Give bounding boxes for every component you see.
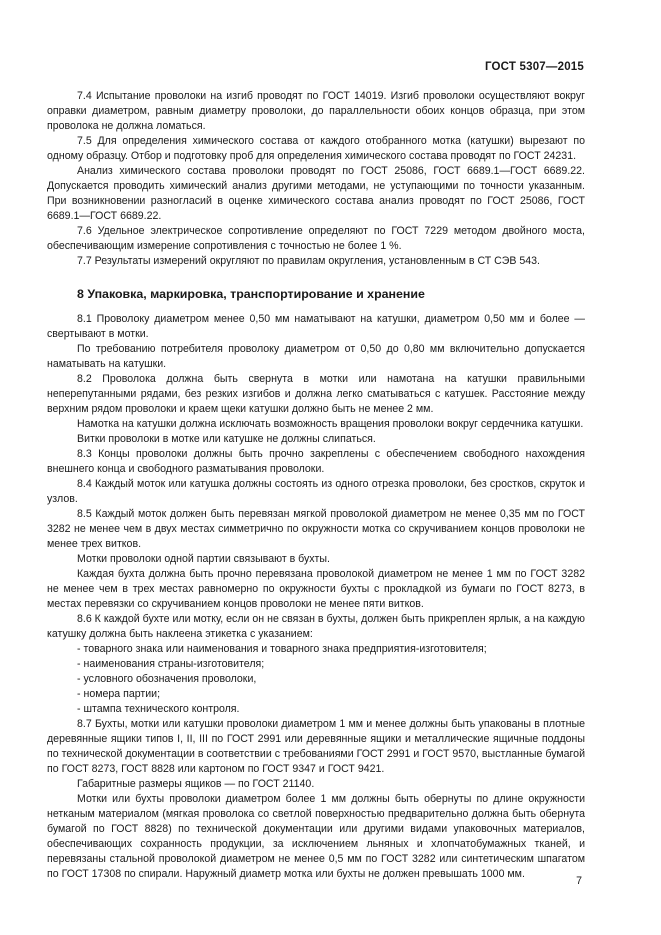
paragraph-8-7-c: Мотки или бухты проволоки диаметром более 1 мм должны быть обернуты по длине окружности нетканым материалом (мягкая проволока со светлой поверхностью предварительно должна быть обернута бумагой по ГОСТ 8828) по технической документации или другими видами упаковочных материалов, обеспечивающих сохранность продукции, за исключением льняных и хлопчатобумажных тканей, и перевязаны стальной проволокой диаметром не менее 0,5 мм по ГОСТ 3282 или синтетическим шпагатом по ГОСТ 17308 по спирали. Наружный диаметр мотка или бухты не должен превышать 1000 мм. xyxy=(47,793,585,880)
paragraph-7-7: 7.7 Результаты измерений округляют по правилам округления, установленным в СТ СЭВ 543. xyxy=(77,255,540,267)
paragraph-8-4: 8.4 Каждый моток или катушка должны состоять из одного отрезка проволоки, без сростков, скруток и узлов. xyxy=(47,478,585,505)
paragraph-8-2: 8.2 Проволока должна быть свернута в мотки или намотана на катушки правильными неперепутанными рядами, без резких изгибов и должна легко сматываться с катушек. Расстояние между верхним рядом проволоки и краем щеки катушки должно быть не менее 2 мм. xyxy=(47,373,585,415)
list-item: - номера партии; xyxy=(77,688,161,700)
paragraph-8-1-b: По требованию потребителя проволоку диаметром от 0,50 до 0,80 мм включительно допускается наматывать на катушки. xyxy=(47,343,585,370)
section-paragraphs xyxy=(47,312,585,642)
paragraph-8-7-b: Габаритные размеры ящиков — по ГОСТ 21140. xyxy=(77,778,315,790)
page-number: 7 xyxy=(576,875,582,887)
paragraph-8-6: 8.6 К каждой бухте или мотку, если он не связан в бухты, должен быть прикреплен ярлык, а на каждую катушку должна быть наклеена этикетка с указанием: xyxy=(47,613,585,640)
paragraph-8-5: 8.5 Каждый моток должен быть перевязан мягкой проволокой диаметром не менее 0,35 мм по ГОСТ 3282 не менее чем в двух местах симметрично по окружности мотка со скручиванием концов проволоки не менее трех витков. xyxy=(47,508,585,550)
paragraphs-before xyxy=(47,89,585,269)
list-item: - товарного знака или наименования и товарного знака предприятия-изготовителя; xyxy=(77,643,487,655)
paragraphs-after xyxy=(47,717,585,882)
label-contents-list xyxy=(47,642,585,717)
list-item: - штампа технического контроля. xyxy=(77,703,240,715)
section-title: 8 Упаковка, маркировка, транспортирование и хранение xyxy=(77,287,425,301)
list-item: - условного обозначения проволоки, xyxy=(77,673,257,685)
paragraph-7-4: 7.4 Испытание проволоки на изгиб проводят по ГОСТ 14019. Изгиб проволоки осуществляют вокруг оправки диаметром, равным диаметру проволоки, до параллельности обоих концов образца, при этом проволока не должна ломаться. xyxy=(47,90,585,132)
paragraph-8-5-c: Каждая бухта должна быть прочно перевязана проволокой диаметром не менее 1 мм по ГОСТ 3282 не менее чем в трех местах равномерно по окружности бухты с прокладкой из бумаги по ГОСТ 8273, в местах перевязки со скручиванием концов проволоки не менее пяти витков. xyxy=(47,568,585,610)
paragraph-8-7: 8.7 Бухты, мотки или катушки проволоки диаметром 1 мм и менее должны быть упакованы в плотные деревянные ящики типов I, II, III по ГОСТ 2991 или деревянные ящики и металлические ящичные поддоны по технической документации в соответствии с требованиями ГОСТ 2991 и ГОСТ 9570, выстланные бумагой по ГОСТ 8273, ГОСТ 8828 или картоном по ГОСТ 9347 и ГОСТ 9421. xyxy=(47,718,585,775)
paragraph-7-6: 7.6 Удельное электрическое сопротивление определяют по ГОСТ 7229 методом двойного моста, обеспечивающим измерение сопротивления с точностью не более 1 %. xyxy=(47,225,585,252)
document-body xyxy=(47,89,585,882)
list-item: - наименования страны-изготовителя; xyxy=(77,658,265,670)
paragraph-8-5-b: Мотки проволоки одной партии связывают в бухты. xyxy=(77,553,330,565)
paragraph-chem-analysis: Анализ химического состава проволоки проводят по ГОСТ 25086, ГОСТ 6689.1—ГОСТ 6689.22. Допускается проводить химический анализ другими методами, не уступающими по точности указанным. При возникновении разногласий в оценке химического состава анализ проводят по ГОСТ 25086, ГОСТ 6689.1—ГОСТ 6689.22. xyxy=(47,165,585,222)
paragraph-8-1: 8.1 Проволоку диаметром менее 0,50 мм наматывают на катушки, диаметром 0,50 мм и более — свертывают в мотки. xyxy=(47,313,585,340)
paragraph-7-5: 7.5 Для определения химического состава от каждого отобранного мотка (катушки) вырезают по одному образцу. Отбор и подготовку проб для определения химического состава проводят по ГОСТ 24231. xyxy=(47,135,585,162)
paragraph-8-2-c: Витки проволоки в мотке или катушке не должны слипаться. xyxy=(77,433,376,445)
standard-header: ГОСТ 5307—2015 xyxy=(484,61,584,73)
paragraph-8-2-b: Намотка на катушки должна исключать возможность вращения проволоки вокруг сердечника катушки. xyxy=(77,418,584,430)
paragraph-8-3: 8.3 Концы проволоки должны быть прочно закреплены с обеспечением свободного нахождения внешнего конца и свободного разматывания проволоки. xyxy=(47,448,585,475)
